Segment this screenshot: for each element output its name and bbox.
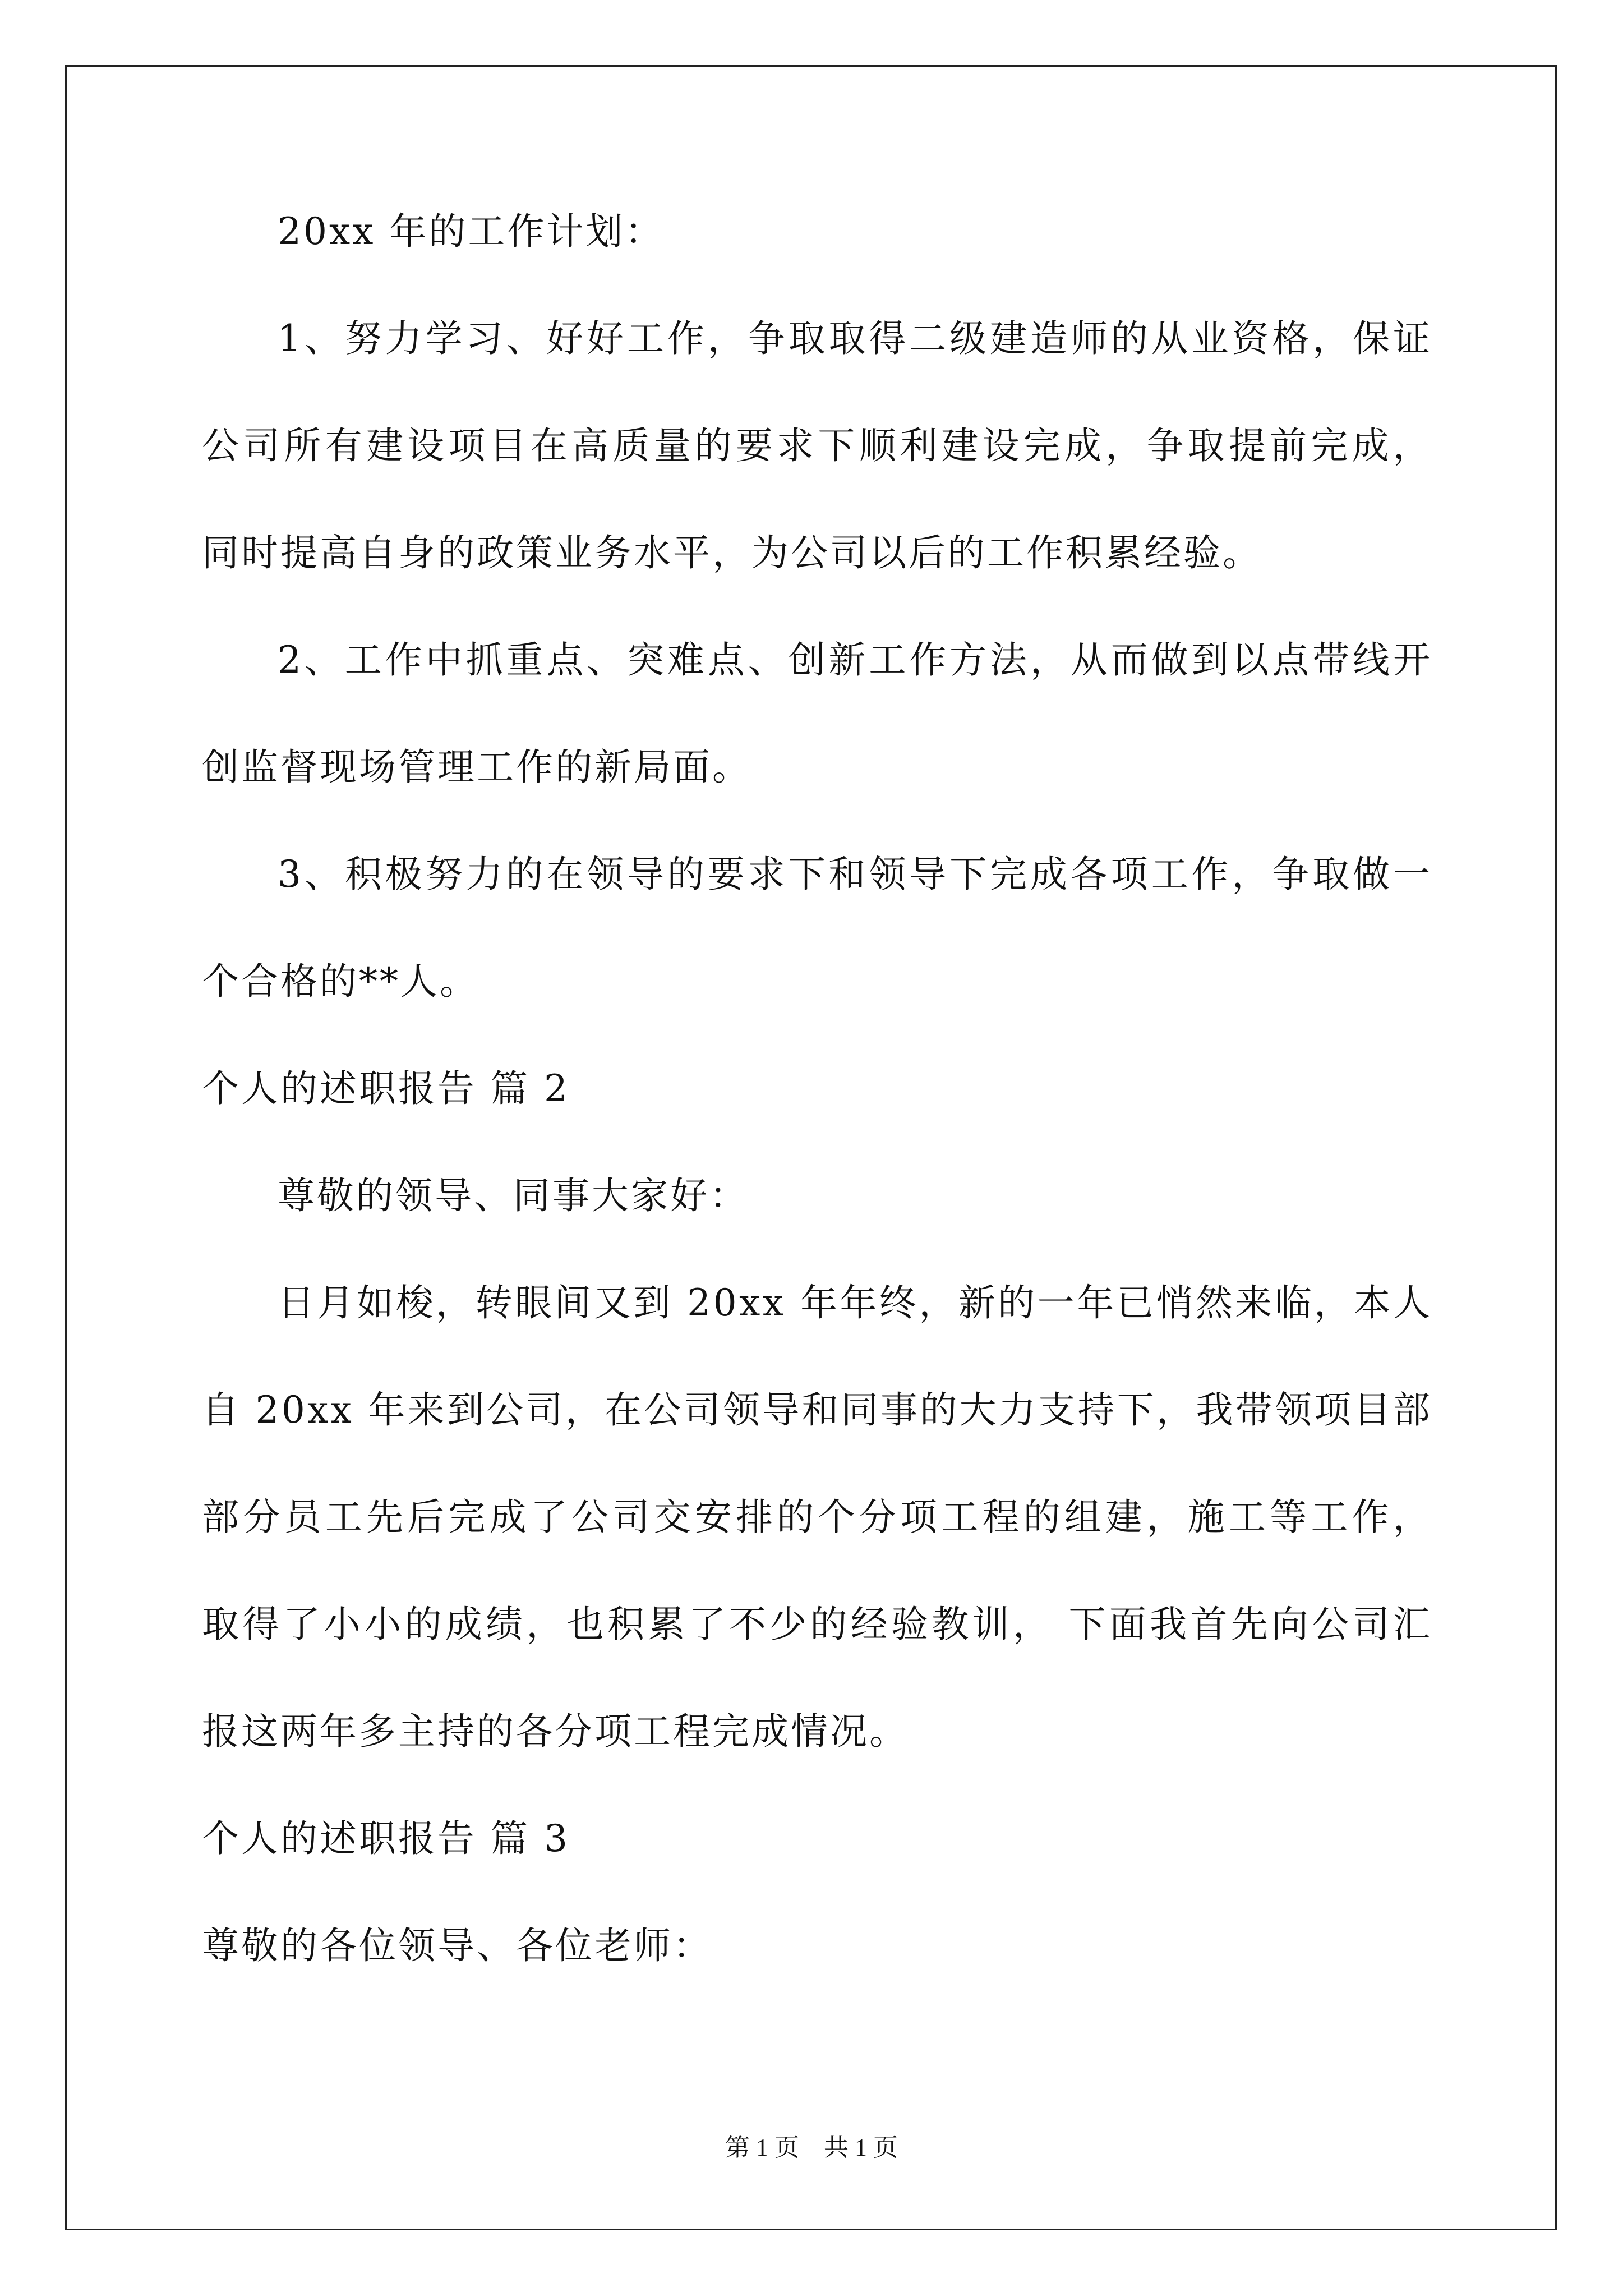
text-line: 3 、 积 极 努 力 的 在 领 导 的 要 求 下 和 领 导 下 完 成 各 项 工 作 ， 争 取 做 一 [278,853,1430,896]
text-line: 部 分 员 工 先 后 完 成 了 公 司 交 安 排 的 个 分 项 工 程 的 组 建 ， 施 工 等 工 作 ， [202,1496,1430,1539]
text-line: 取 得 了 小 小 的 成 绩 ， 也 积 累 了 不 少 的 经 验 教 训 ， 下 面 我 首 先 向 公 司 汇 [202,1603,1430,1646]
text-line: 20xx 年的工作计划： [278,210,665,253]
text-line: 报这两年多主持的各分项工程完成情况。 [202,1710,909,1753]
document-body [202,210,1430,2035]
text-line: 2 、 工 作 中 抓 重 点 、 突 难 点 、 创 新 工 作 方 法 ， 从 而 做 到 以 点 带 线 开 [278,638,1430,682]
text-line: 自 2 0 x x 年 来 到 公 司 ， 在 公 司 领 导 和 同 事 的 大 力 支 持 下 ， 我 带 领 项 目 部 [202,1388,1430,1432]
text-line: 个合格的**人。 [202,960,479,1003]
text-line: 日 月 如 梭 ， 转 眼 间 又 到 2 0 x x 年 年 终 ， 新 的 一 年 已 悄 然 来 临 ， 本 人 [278,1281,1430,1324]
text-line: 个人的述职报告 篇 2 [202,1067,570,1110]
text-line: 个人的述职报告 篇 3 [202,1817,570,1860]
text-line: 同时提高自身的政策业务水平，为公司以后的工作积累经验。 [202,531,1262,574]
text-line: 创监督现场管理工作的新局面。 [202,746,751,789]
text-line: 尊敬的各位领导、各位老师： [202,1924,712,1967]
text-line: 公 司 所 有 建 设 项 目 在 高 质 量 的 要 求 下 顺 利 建 设 完 成 ， 争 取 提 前 完 成 ， [202,424,1430,467]
text-line: 尊敬的领导、同事大家好： [278,1174,749,1217]
page-footer: 第 1 页 共 1 页 [725,2134,898,2161]
text-line: 1 、 努 力 学 习 、 好 好 工 作 ， 争 取 取 得 二 级 建 造 师 的 从 业 资 格 ， 保 证 [278,317,1430,360]
